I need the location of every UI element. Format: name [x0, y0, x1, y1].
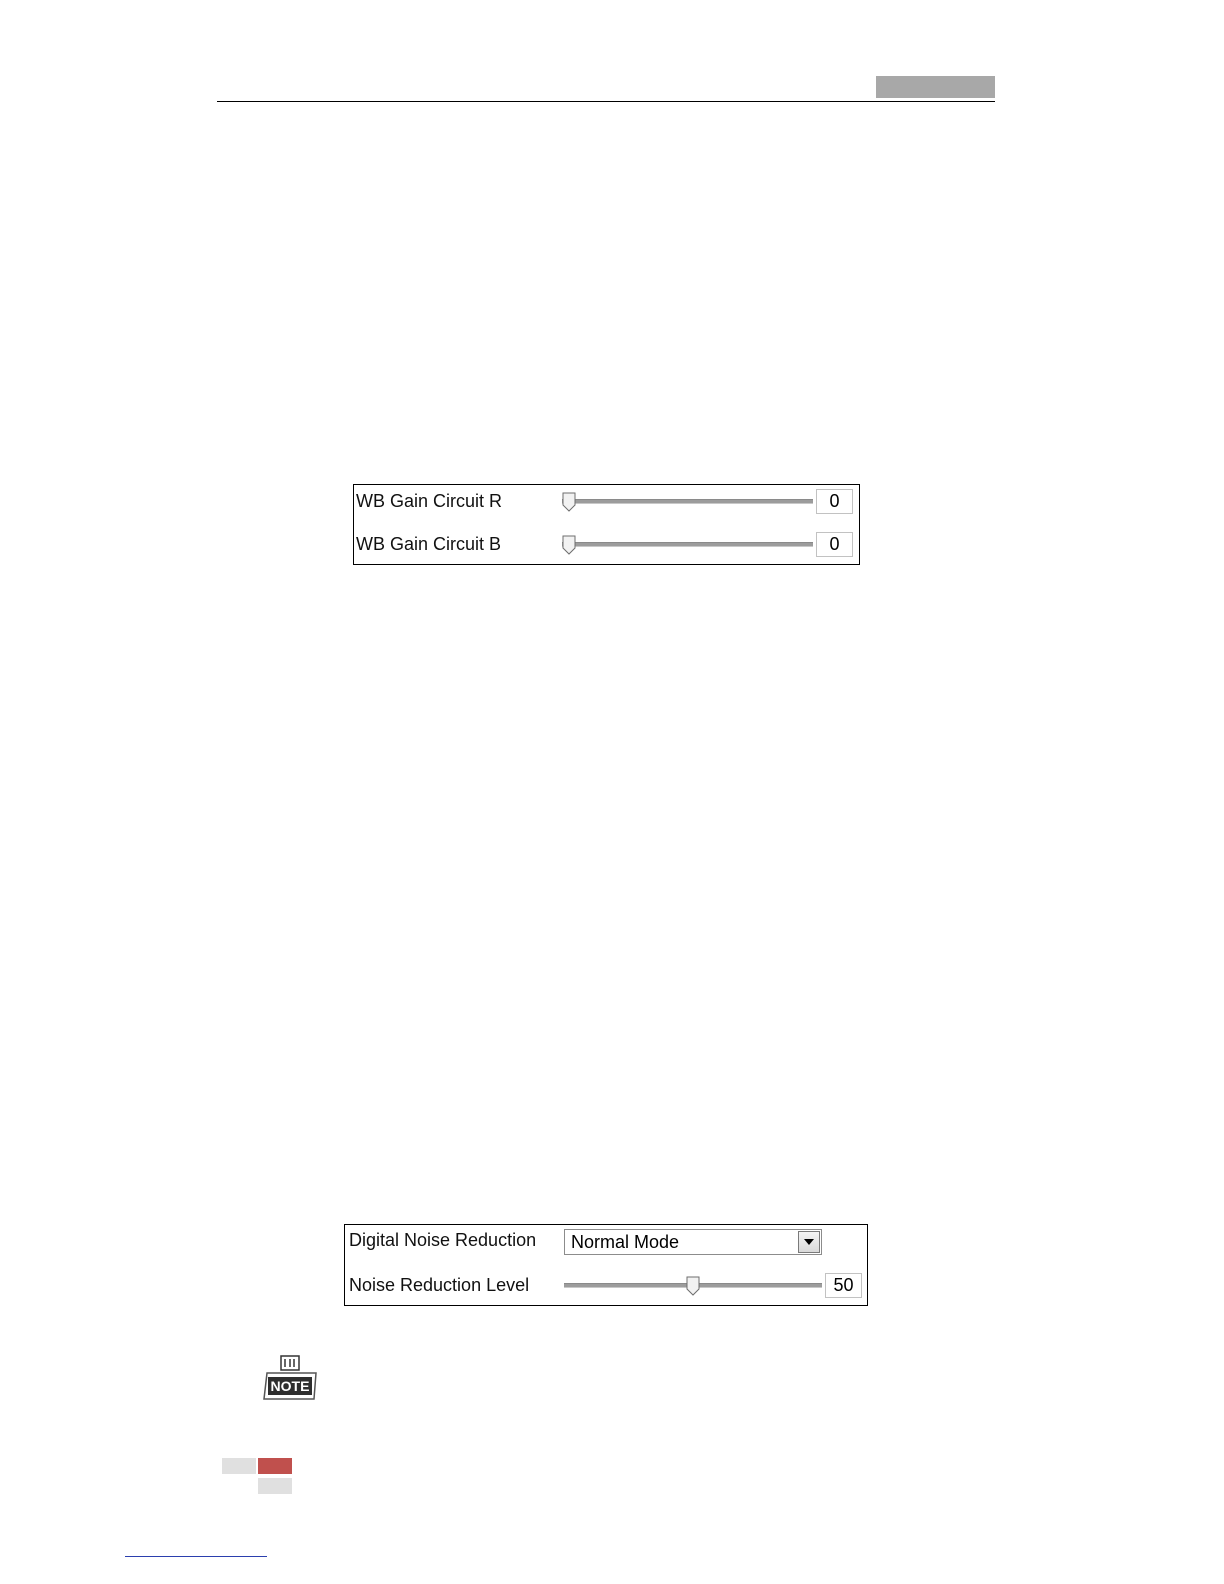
- header-tab: [876, 76, 995, 98]
- chevron-down-icon[interactable]: [798, 1231, 820, 1253]
- note-icon: [262, 1355, 318, 1401]
- noise-level-slider[interactable]: [564, 1271, 822, 1301]
- wb-gain-b-value[interactable]: 0: [816, 532, 853, 557]
- slider-thumb[interactable]: [562, 535, 576, 555]
- noise-mode-select[interactable]: [564, 1229, 822, 1255]
- wb-gain-r-value[interactable]: 0: [816, 489, 853, 514]
- wb-gain-r-slider[interactable]: [562, 487, 813, 517]
- wb-gain-panel: [353, 484, 860, 565]
- noise-level-row: [345, 1271, 867, 1301]
- footer-link-underline[interactable]: [125, 1556, 267, 1557]
- footer-block-red: [258, 1458, 292, 1474]
- header-rule: [217, 101, 995, 102]
- footer-block-gray-left: [222, 1458, 256, 1474]
- wb-gain-r-row: [354, 487, 859, 517]
- noise-mode-row: [345, 1226, 867, 1256]
- footer-block-gray-bottom: [258, 1478, 292, 1494]
- note-icon-text: NOTE: [270, 1378, 310, 1394]
- slider-track: [562, 542, 813, 547]
- slider-thumb[interactable]: [562, 492, 576, 512]
- wb-gain-r-label: WB Gain Circuit R: [356, 491, 503, 511]
- wb-gain-b-slider[interactable]: [562, 530, 813, 560]
- slider-thumb[interactable]: [686, 1276, 700, 1296]
- slider-track: [562, 499, 813, 504]
- noise-reduction-panel: [344, 1224, 868, 1306]
- wb-gain-b-label: WB Gain Circuit B: [356, 534, 502, 554]
- noise-level-value[interactable]: 50: [825, 1273, 862, 1298]
- noise-level-label: Noise Reduction Level: [349, 1275, 530, 1295]
- wb-gain-b-row: [354, 530, 859, 560]
- noise-mode-label: Digital Noise Reduction: [349, 1230, 537, 1250]
- noise-mode-selected: Normal Mode: [571, 1232, 680, 1252]
